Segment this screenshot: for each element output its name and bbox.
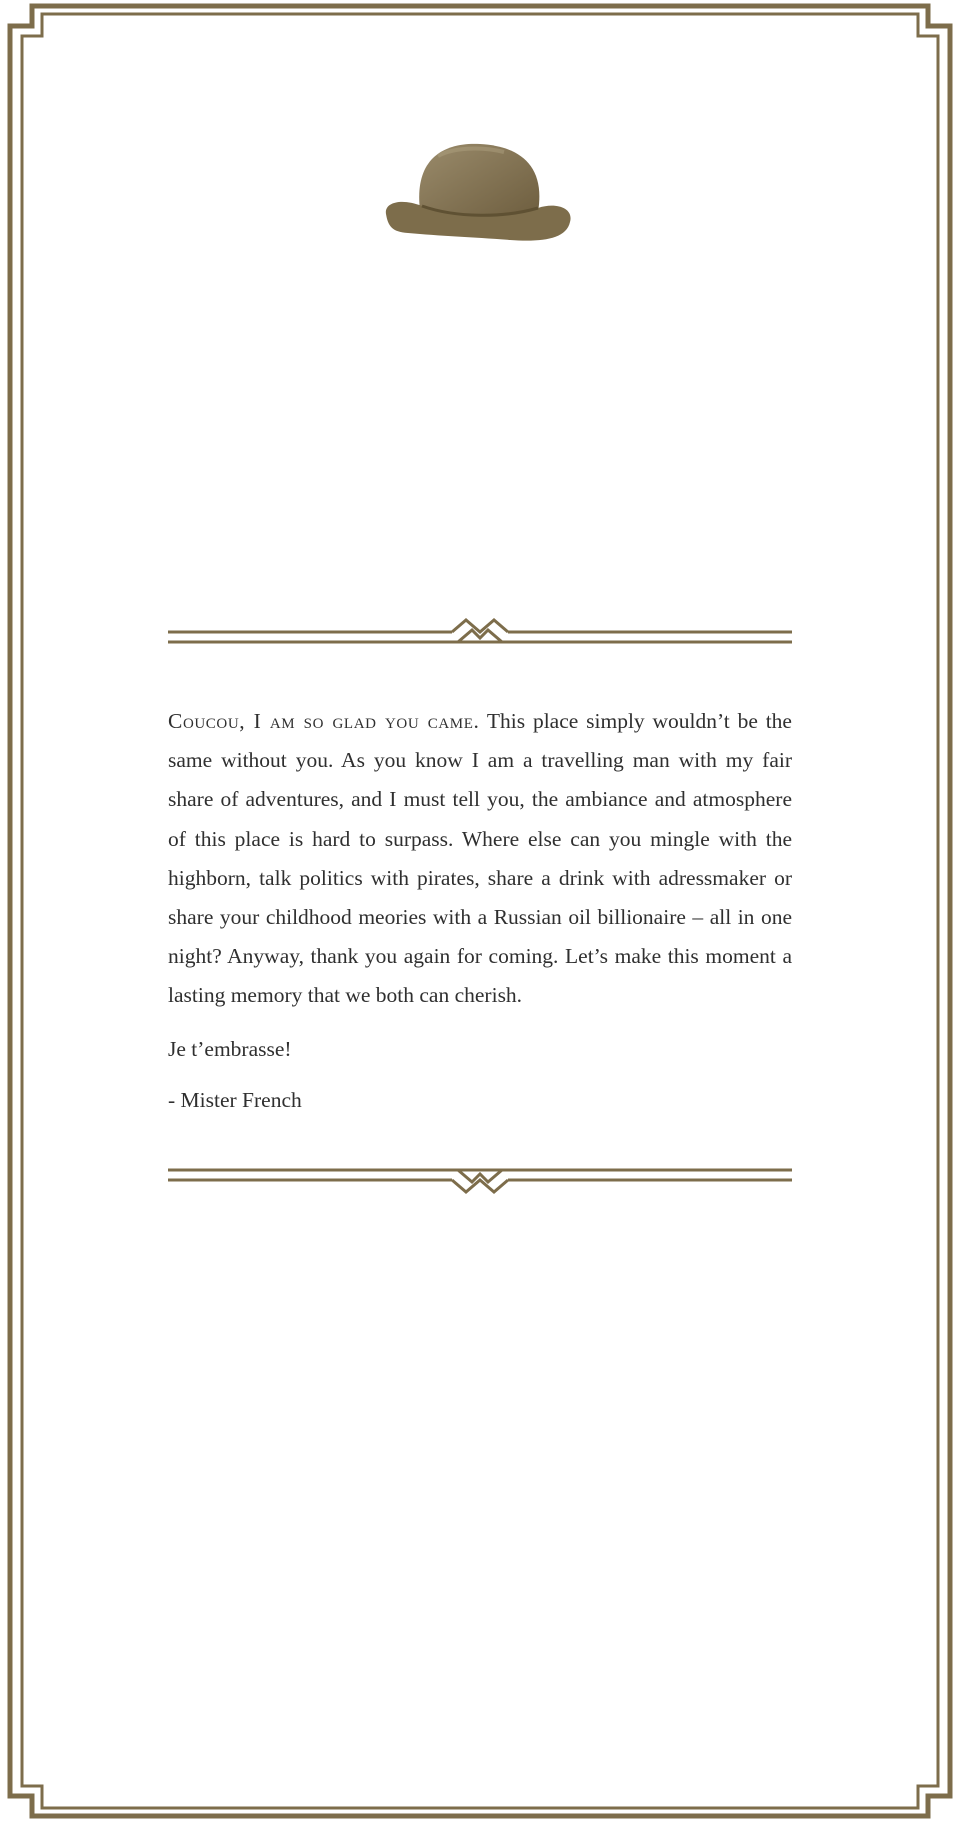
letter-opening: Coucou, I am so glad you came. [168, 709, 480, 733]
bottom-divider [168, 1164, 792, 1194]
letter-paragraph: This place simply wouldn’t be the same without you. As you know I am a travelling man with my fair share of adventures, and I must tell you, the ambiance and atmosphere of this place is hard to surpass. Where else can you mingle with the highborn, talk politics with pirates, share a drink with adressmaker or share your childhood meories with a Russian oil billionaire – all in one night? Anyway, thank you again for coming. Let’s make this moment a lasting memory that we both can cherish. [168, 709, 792, 1008]
letter-content [168, 702, 792, 1120]
top-divider [168, 618, 792, 648]
letter-signature: - Mister French [168, 1087, 302, 1112]
letter-closing: Je t’embrasse! [168, 1036, 292, 1061]
bowler-hat-icon [384, 136, 574, 246]
letter-body [168, 702, 792, 1016]
